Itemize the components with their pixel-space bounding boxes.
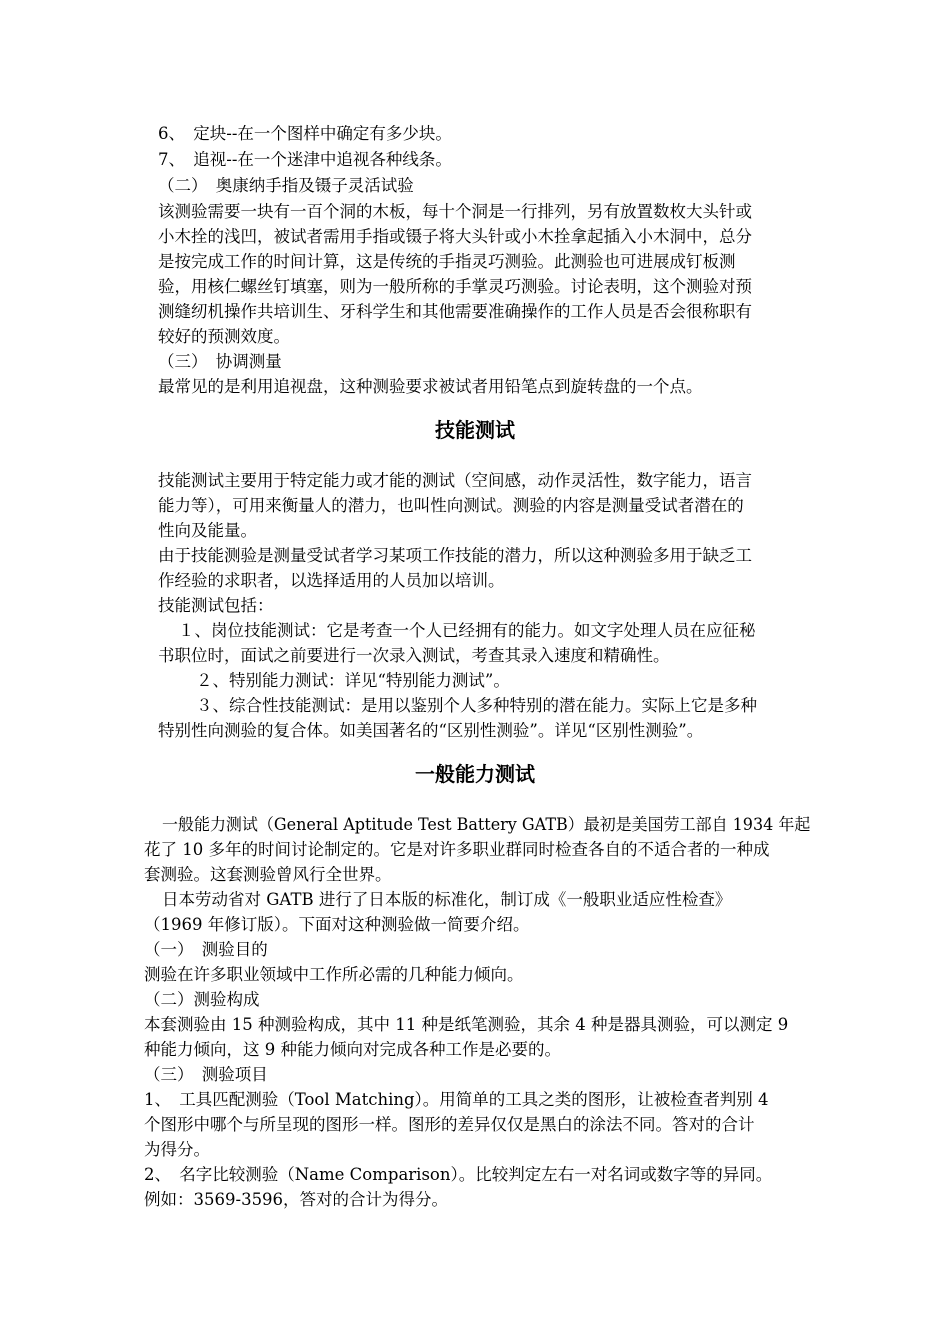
paragraph-line: 小木拴的浅凹，被试者需用手指或镊子将大头针或小木拴拿起插入小木洞中，总分 bbox=[158, 227, 752, 246]
paragraph-line: 较好的预测效度。 bbox=[158, 327, 290, 346]
paragraph-line: 性向及能量。 bbox=[158, 521, 257, 540]
paragraph-line: 例如：3569-3596，答对的合计为得分。 bbox=[144, 1190, 449, 1209]
paragraph-line: 特别性向测验的复合体。如美国著名的“区别性测验”。详见“区别性测验”。 bbox=[158, 721, 704, 740]
paragraph-line: 为得分。 bbox=[144, 1140, 210, 1159]
paragraph-line: 作经验的求职者，以选择适用的人员加以培训。 bbox=[158, 571, 505, 590]
list-item-7: 7、 追视--在一个迷津中追视各种线条。 bbox=[158, 150, 452, 169]
paragraph-line: 花了 10 多年的时间讨论制定的。它是对许多职业群同时检查各自的不适合者的一种成 bbox=[144, 840, 770, 859]
paragraph-line: 技能测试主要用于特定能力或才能的测试（空间感，动作灵活性，数字能力，语言 bbox=[158, 471, 752, 490]
section-title-oconnor: （二） 奥康纳手指及镊子灵活试验 bbox=[158, 176, 414, 195]
list-item: 2、 名字比较测验（Name Comparison）。比较判定左右一对名词或数字等的异同。 bbox=[144, 1165, 773, 1184]
list-item-6: 6、 定块--在一个图样中确定有多少块。 bbox=[158, 124, 452, 143]
paragraph-line: 一般能力测试（General Aptitude Test Battery GATB）最初是美国劳工部自 1934 年起 bbox=[162, 815, 811, 834]
paragraph-line: 书职位时，面试之前要进行一次录入测试，考查其录入速度和精确性。 bbox=[158, 646, 670, 665]
paragraph-line: 本套测验由 15 种测验构成，其中 11 种是纸笔测验，其余 4 种是器具测验，可以测定 9 bbox=[144, 1015, 789, 1034]
paragraph-line: 能力等），可用来衡量人的潜力，也叫性向测试。测验的内容是测量受试者潜在的 bbox=[158, 496, 744, 515]
list-item: ３、综合性技能测试：是用以鉴别个人多种特别的潜在能力。实际上它是多种 bbox=[196, 696, 757, 715]
paragraph-line: （1969 年修订版）。下面对这种测验做一简要介绍。 bbox=[144, 915, 530, 934]
paragraph-line: 套测验。这套测验曾风行全世界。 bbox=[144, 865, 392, 884]
paragraph-line: 种能力倾向，这 9 种能力倾向对完成各种工作是必要的。 bbox=[144, 1040, 561, 1059]
heading-general-ability-test: 一般能力测试 bbox=[415, 762, 535, 786]
paragraph-line: 技能测试包括： bbox=[158, 596, 274, 615]
list-item: ２、特别能力测试：详见“特别能力测试”。 bbox=[196, 671, 510, 690]
paragraph-line: 测验在许多职业领域中工作所必需的几种能力倾向。 bbox=[144, 965, 524, 984]
list-item: １、岗位技能测试：它是考查一个人已经拥有的能力。如文字处理人员在应征秘 bbox=[178, 621, 756, 640]
paragraph-line: 验，用核仁螺丝钉填塞，则为一般所称的手掌灵巧测验。讨论表明，这个测验对预 bbox=[158, 277, 752, 296]
paragraph-line: 该测验需要一块有一百个洞的木板，每十个洞是一行排列，另有放置数枚大头针或 bbox=[158, 202, 752, 221]
section-title: （二）测验构成 bbox=[144, 990, 260, 1009]
heading-skills-test: 技能测试 bbox=[435, 418, 515, 442]
section-title: （三） 测验项目 bbox=[144, 1065, 268, 1084]
paragraph-line: 日本劳动省对 GATB 进行了日本版的标准化，制订成《一般职业适应性检查》 bbox=[162, 890, 732, 909]
list-item: 1、 工具匹配测验（Tool Matching）。用简单的工具之类的图形，让被检查者判别 4 bbox=[144, 1090, 769, 1109]
paragraph-line: 由于技能测验是测量受试者学习某项工作技能的潜力，所以这种测验多用于缺乏工 bbox=[158, 546, 752, 565]
paragraph-line: 是按完成工作的时间计算，这是传统的手指灵巧测验。此测验也可进展成钉板测 bbox=[158, 252, 736, 271]
section-title-coordination: （三） 协调测量 bbox=[158, 352, 282, 371]
paragraph-line: 测缝纫机操作共培训生、牙科学生和其他需要准确操作的工作人员是否会很称职有 bbox=[158, 302, 752, 321]
section-title: （一） 测验目的 bbox=[144, 940, 268, 959]
paragraph-line: 最常见的是利用追视盘，这种测验要求被试者用铅笔点到旋转盘的一个点。 bbox=[158, 377, 703, 396]
paragraph-line: 个图形中哪个与所呈现的图形一样。图形的差异仅仅是黑白的涂法不同。答对的合计 bbox=[144, 1115, 755, 1134]
